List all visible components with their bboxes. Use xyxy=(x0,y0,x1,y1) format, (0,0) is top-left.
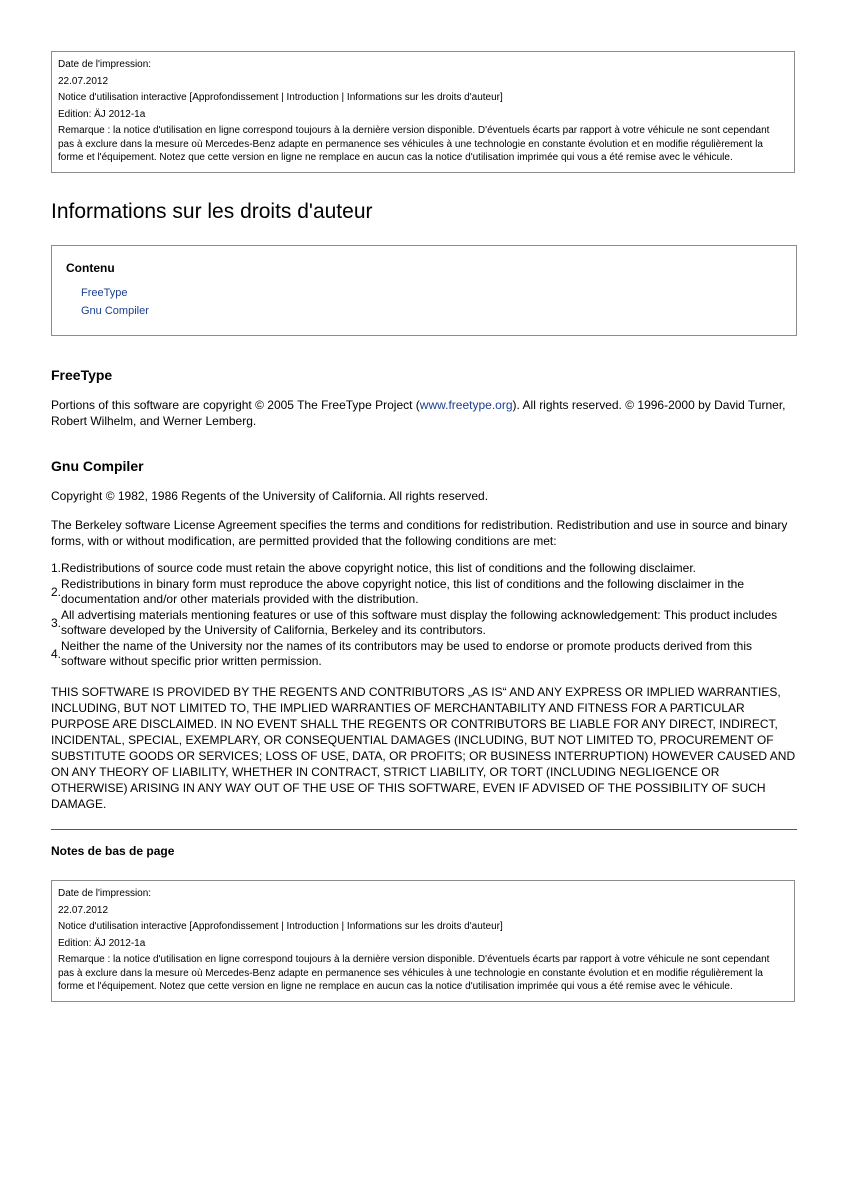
list-item-text: Redistributions of source code must retain the above copyright notice, this list of conditions and the following disclaimer. xyxy=(61,561,697,575)
list-item-number: 1. xyxy=(51,561,62,575)
list-item xyxy=(51,577,799,608)
conditions-list xyxy=(51,561,799,670)
remark: Remarque : la notice d'utilisation en ligne correspond toujours à la dernière version disponible. D'éventuels écarts par rapport à votre véhicule ne sont cependant pas à exclure dans la mesure où Mercedes-Benz adapte en permanence ses véhicules à une technologie en constante évolution et en modifie régulièrement la forme et l'équipement. Notez que cette version en ligne ne remplace en aucun cas la notice d'utilisation imprimée qui vous a été remise avec le véhicule. xyxy=(58,954,770,992)
footnote-divider xyxy=(51,829,797,830)
gnu-intro: The Berkeley software License Agreement specifies the terms and conditions for redistribution. Redistribution and use in source and binary forms, with or without modification, are permitted provided that the following conditions are met: xyxy=(51,518,788,548)
freetype-text-before: Portions of this software are copyright © 2005 The FreeType Project ( xyxy=(51,398,420,412)
list-item-text: All advertising materials mentioning features or use of this software must display the following acknowledgement: This product includes software developed by the University of California, Berkeley and its contributors. xyxy=(61,607,778,637)
gnu-compiler-heading: Gnu Compiler xyxy=(51,458,144,474)
print-date: 22.07.2012 xyxy=(58,904,109,916)
remark: Remarque : la notice d'utilisation en ligne correspond toujours à la dernière version disponible. D'éventuels écarts par rapport à votre véhicule ne sont cependant pas à exclure dans la mesure où Mercedes-Benz adapte en permanence ses véhicules à une technologie en constante évolution et en modifie régulièrement la forme et l'équipement. Notez que cette version en ligne ne remplace en aucun cas la notice d'utilisation imprimée qui vous a été remise avec le véhicule. xyxy=(58,125,770,163)
list-item xyxy=(51,608,799,639)
list-item-number: 2. xyxy=(51,584,62,599)
freetype-link[interactable]: www.freetype.org xyxy=(419,398,513,412)
gnu-copyright: Copyright © 1982, 1986 Regents of the University of California. All rights reserved. xyxy=(51,489,489,503)
list-item xyxy=(51,639,799,670)
list-item xyxy=(51,561,799,577)
freetype-text-after: ). All rights reserved. © 1996-2000 by David Turner, Robert Wilhelm, and Werner Lemberg. xyxy=(51,398,786,428)
toc-link-gnu-compiler[interactable]: Gnu Compiler xyxy=(81,305,149,317)
print-date-label: Date de l'impression: xyxy=(58,59,152,70)
breadcrumb: Notice d'utilisation interactive [Approfondissement | Introduction | Informations sur les droits d'auteur] xyxy=(58,92,503,103)
edition: Edition: ÄJ 2012-1a xyxy=(58,108,146,120)
freetype-paragraph xyxy=(51,397,799,429)
list-item-number: 3. xyxy=(51,615,62,630)
print-info-footer xyxy=(51,880,795,1002)
list-item-text: Redistributions in binary form must reproduce the above copyright notice, this list of conditions and the following disclaimer in the documentation and/or other materials provided with the distribution. xyxy=(61,576,745,606)
toc-link-freetype[interactable]: FreeType xyxy=(81,287,128,299)
print-date: 22.07.2012 xyxy=(58,75,109,87)
print-date-label: Date de l'impression: xyxy=(58,888,152,899)
disclaimer: THIS SOFTWARE IS PROVIDED BY THE REGENTS AND CONTRIBUTORS „AS IS“ AND ANY EXPRESS OR IMPLIED WARRANTIES, INCLUDING, BUT NOT LIMITED TO, THE IMPLIED WARRANTIES OF MERCHANTABILITY AND FITNESS FOR A PARTICULAR PURPOSE ARE DISCLAIMED. IN NO EVENT SHALL THE REGENTS OR CONTRIBUTORS BE LIABLE FOR ANY DIRECT, INDIRECT, INCIDENTAL, SPECIAL, EXEMPLARY, OR CONSEQUENTIAL DAMAGES (INCLUDING, BUT NOT LIMITED TO, PROCUREMENT OF SUBSTITUTE GOODS OR SERVICES; LOSS OF USE, DATA, OR PROFITS; OR BUSINESS INTERRUPTION) HOWEVER CAUSED AND ON ANY THEORY OF LIABILITY, WHETHER IN CONTRACT, STRICT LIABILITY, OR TORT (INCLUDING NEGLIGENCE OR OTHERWISE) ARISING IN ANY WAY OUT OF THE USE OF THIS SOFTWARE, EVEN IF ADVISED OF THE POSSIBILITY OF SUCH DAMAGE. xyxy=(51,685,796,811)
list-item-number: 4. xyxy=(51,646,62,661)
freetype-heading: FreeType xyxy=(51,367,113,383)
edition: Edition: ÄJ 2012-1a xyxy=(58,937,146,949)
page-title: Informations sur les droits d'auteur xyxy=(51,200,373,223)
table-of-contents xyxy=(51,245,797,336)
print-info-header xyxy=(51,51,795,173)
footnotes-title: Notes de bas de page xyxy=(51,844,175,858)
toc-title: Contenu xyxy=(66,261,115,275)
breadcrumb: Notice d'utilisation interactive [Approfondissement | Introduction | Informations sur les droits d'auteur] xyxy=(58,921,503,932)
list-item-text: Neither the name of the University nor the names of its contributors may be used to endorse or promote products derived from this software without specific prior written permission. xyxy=(61,638,753,668)
